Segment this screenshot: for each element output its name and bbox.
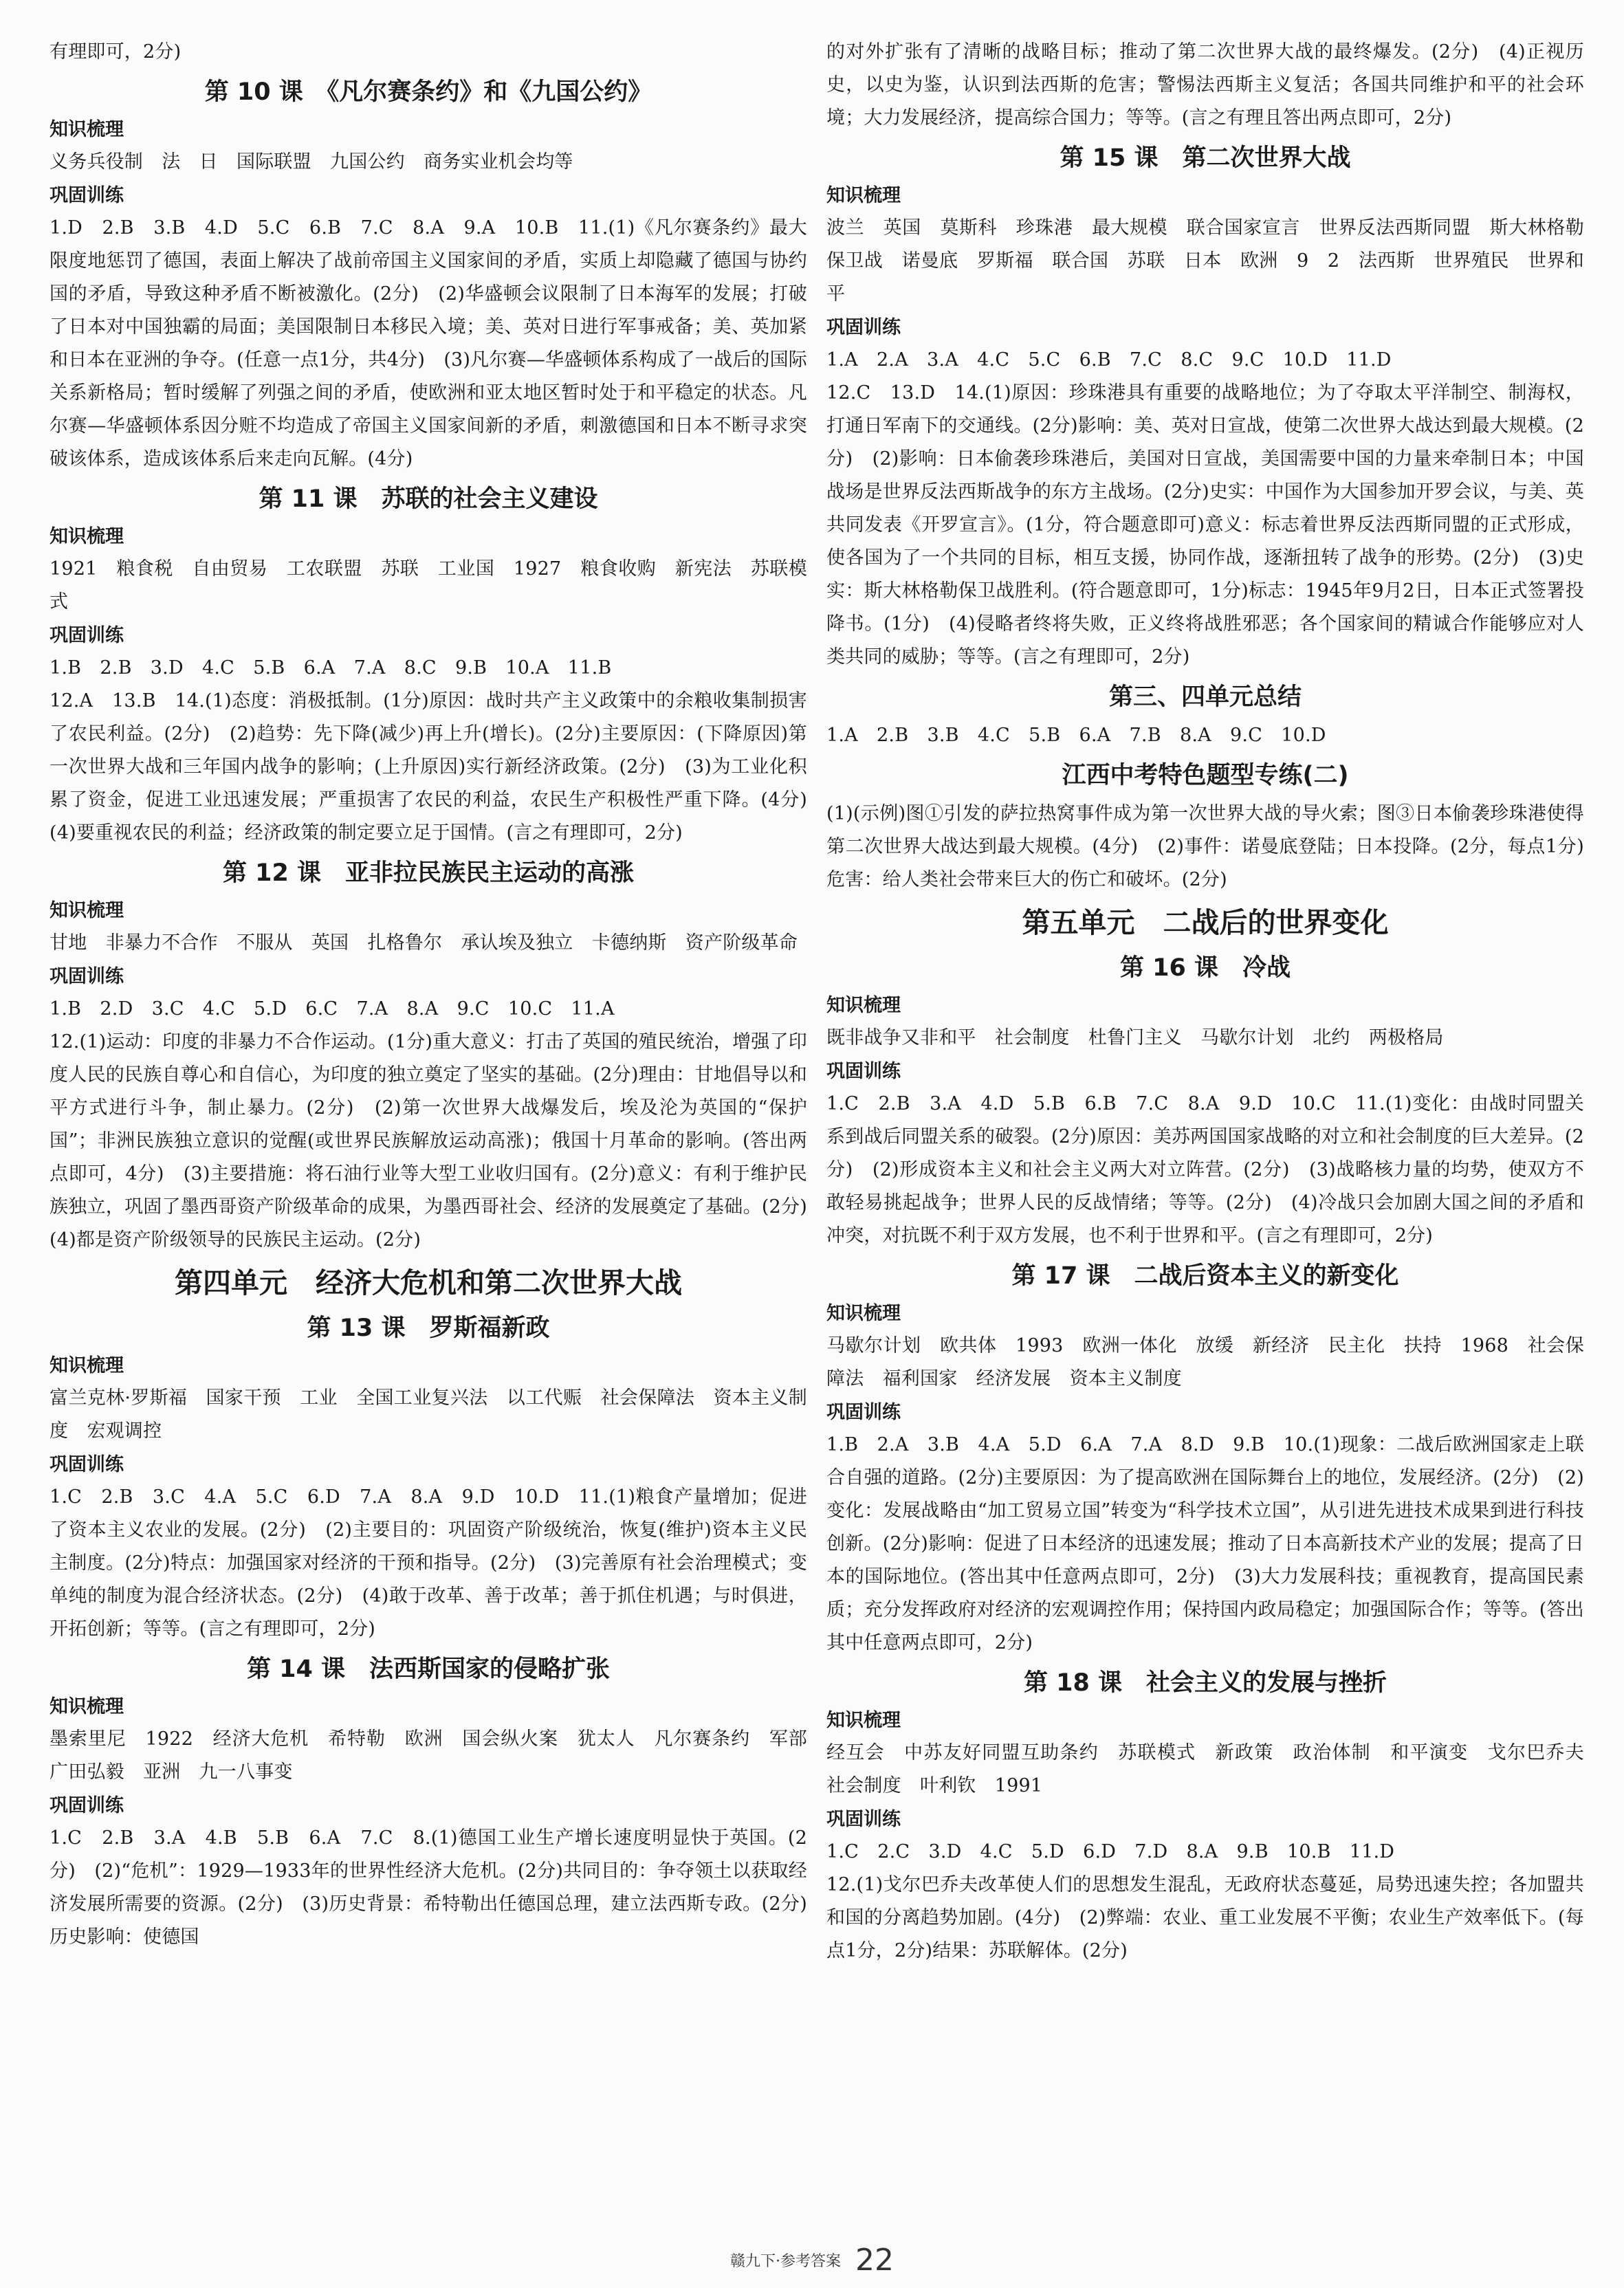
answer-paragraph: 1921 粮食税 自由贸易 工农联盟 苏联 工业国 1927 粮食收购 新宪法 苏联模式 xyxy=(50,558,807,613)
section-label: 知识梳理 xyxy=(50,526,124,547)
lesson-heading: 第 13 课 罗斯福新政 xyxy=(307,1314,550,1342)
section-label: 知识梳理 xyxy=(50,900,124,921)
unit-heading: 第四单元 经济大危机和第二次世界大战 xyxy=(175,1266,682,1299)
answer-paragraph: 1.A 2.B 3.B 4.C 5.B 6.A 7.B 8.A 9.C 10.D xyxy=(826,725,1326,746)
lesson-heading: 第 11 课 苏联的社会主义建设 xyxy=(259,485,598,513)
section-label: 巩固训练 xyxy=(50,625,124,646)
answer-paragraph: 甘地 非暴力不合作 不服从 英国 扎格鲁尔 承认埃及独立 卡德纳斯 资产阶级革命 xyxy=(50,932,798,954)
answer-paragraph: 1.C 2.C 3.D 4.C 5.D 6.D 7.D 8.A 9.B 10.B 11.D xyxy=(826,1841,1395,1862)
section-label: 知识梳理 xyxy=(826,1303,901,1324)
answer-paragraph: 1.D 2.B 3.B 4.D 5.C 6.B 7.C 8.A 9.A 10.B 11.(1)《凡尔赛条约》最大限度地惩罚了德国，表面上解决了战前帝国主义国家间的矛盾，实质上却隐藏了德国与协约国的矛盾，导致这种矛盾不断被激化。(2分) (2)华盛顿会议限制了日本海军的发展；打破了日本对中国独霸的局面；美国限制日本移民入境；美、英对日进行军事戒备；美、英加紧和日本在亚洲的争夺。(任意一点1分，共4分) (3)凡尔赛—华盛顿体系构成了一战后的国际关系新格局；暂时缓解了列强之间的矛盾，使欧洲和亚太地区暂时处于和平稳定的状态。凡尔赛—华盛顿体系因分赃不均造成了帝国主义国家间新的矛盾，刺激德国和日本不断寻求突破该体系，造成该体系后来走向瓦解。(4分) xyxy=(50,217,807,470)
footer-label: 赣九下·参考答案 xyxy=(730,2253,841,2270)
section-label: 巩固训练 xyxy=(826,317,901,338)
answer-paragraph: 既非战争又非和平 社会制度 杜鲁门主义 马歇尔计划 北约 两极格局 xyxy=(826,1027,1444,1048)
unit-heading: 第五单元 二战后的世界变化 xyxy=(1022,906,1389,939)
section-label: 知识梳理 xyxy=(50,1696,124,1717)
answer-paragraph: 12.(1)运动：印度的非暴力不合作运动。(1分)重大意义：打击了英国的殖民统治，增强了印度人民的民族自尊心和自信心，为印度的独立奠定了坚实的基础。(2分)理由：甘地倡导以和平方式进行斗争，制止暴力。(2分) (2)第一次世界大战爆发后，埃及沦为英国的“保护国”；非洲民族独立意识的觉醒(或世界民族解放运动高涨)；俄国十月革命的影响。(答出两点即可，4分) (3)主要措施：将石油行业等大型工业收归国有。(2分)意义：有利于维护民族独立，巩固了墨西哥资产阶级革命的成果，为墨西哥社会、经济的发展奠定了基础。(2分) (4)都是资产阶级领导的民族民主运动。(2分) xyxy=(50,1031,826,1251)
section-label: 巩固训练 xyxy=(826,1809,901,1830)
answer-paragraph: 经互会 中苏友好同盟互助条约 苏联模式 新政策 政治体制 和平演变 戈尔巴乔夫 社会制度 叶利钦 1991 xyxy=(826,1742,1603,1796)
section-label: 巩固训练 xyxy=(826,1402,901,1423)
answer-paragraph: 12.(1)戈尔巴乔夫改革使人们的思想发生混乱，无政府状态蔓延，局势迅速失控；各加盟共和国的分离趋势加剧。(4分) (2)弊端：农业、重工业发展不平衡；农业生产效率低下。(每点1分，2分)结果：苏联解体。(2分) xyxy=(826,1874,1584,1961)
answer-paragraph: 义务兵役制 法 日 国际联盟 九国公约 商务实业机会均等 xyxy=(50,151,573,173)
lesson-heading: 第 16 课 冷战 xyxy=(1119,954,1291,982)
section-label: 巩固训练 xyxy=(826,1061,901,1082)
lesson-heading: 第 17 课 二战后资本主义的新变化 xyxy=(1011,1262,1399,1290)
section-label: 巩固训练 xyxy=(50,1795,124,1816)
section-label: 巩固训练 xyxy=(50,966,124,987)
left-column xyxy=(50,36,826,1954)
answer-paragraph: 富兰克林·罗斯福 国家干预 工业 全国工业复兴法 以工代赈 社会保障法 资本主义制度 宏观调控 xyxy=(50,1387,807,1442)
section-label: 知识梳理 xyxy=(826,1710,901,1731)
answer-paragraph: 1.B 2.D 3.C 4.C 5.D 6.C 7.A 8.A 9.C 10.C 11.A xyxy=(50,998,615,1020)
answer-paragraph: 12.C 13.D 14.(1)原因：珍珠港具有重要的战略地位；为了夺取太平洋制空、制海权，打通日军南下的交通线。(2分)影响：美、英对日宣战，使第二次世界大战达到最大规模。(2分) (2)影响：日本偷袭珍珠港后，美国对日宣战，美国需要中国的力量来牵制日本；中国战场是世界反法西斯战争的东方主战场。(2分)史实：中国作为大国参加开罗会议，与美、英共同发表《开罗宣言》。(1分，符合题意即可)意义：标志着世界反法西斯同盟的正式形成，使各国为了一个共同的目标，相互支援，协同作战，逐渐扭转了战争的形势。(2分) (3)史实：斯大林格勒保卫战胜利。(符合题意即可，1分)标志：1945年9月2日，日本正式签署投降书。(1分) (4)侵略者终将失败，正义终将战胜邪恶；各个国家间的精诚合作能够应对人类共同的威胁；等等。(言之有理即可，2分) xyxy=(826,382,1584,668)
answer-paragraph: 有理即可，2分) xyxy=(50,41,182,63)
section-label: 知识梳理 xyxy=(50,1355,124,1376)
section-label: 知识梳理 xyxy=(50,119,124,140)
page-footer xyxy=(0,2243,1624,2278)
lesson-heading: 第 10 课 《凡尔赛条约》和《九国公约》 xyxy=(204,78,652,106)
answer-paragraph: 1.B 2.A 3.B 4.A 5.D 6.A 7.A 8.D 9.B 10.(1)现象：二战后欧洲国家走上联合自强的道路。(2分)主要原因：为了提高欧洲在国际舞台上的地位，发展经济。(2分) (2)变化：发展战略由“加工贸易立国”转变为“科学技术立国”，从引进先进技术成果到进行科技创新。(2分)影响：促进了日本经济的迅速发展；推动了日本高新技术产业的发展；提高了日本的国际地位。(答出其中任意两点即可，2分) (3)大力发展科技；重视教育，提高国民素质；充分发挥政府对经济的宏观调控作用；保持国内政局稳定；加强国际合作；等等。(答出其中任意两点即可，2分) xyxy=(826,1434,1584,1653)
answer-paragraph: 墨索里尼 1922 经济大危机 希特勒 欧洲 国会纵火案 犹太人 凡尔赛条约 军部 广田弘毅 亚洲 九一八事变 xyxy=(50,1728,826,1783)
right-column xyxy=(826,36,1603,1968)
section-label: 巩固训练 xyxy=(50,185,124,206)
lesson-heading: 江西中考特色题型专练(二) xyxy=(1062,762,1349,789)
answer-paragraph: 波兰 英国 莫斯科 珍珠港 最大规模 联合国家宣言 世界反法西斯同盟 斯大林格勒保卫战 诺曼底 罗斯福 联合国 苏联 日本 欧洲 9 2 法西斯 世界殖民 世界和平 xyxy=(826,217,1584,305)
answer-paragraph: 1.A 2.A 3.A 4.C 5.C 6.B 7.C 8.C 9.C 10.D 11.D xyxy=(826,349,1392,371)
answer-paragraph: 1.B 2.B 3.D 4.C 5.B 6.A 7.A 8.C 9.B 10.A 11.B xyxy=(50,657,612,679)
answer-paragraph: 1.C 2.B 3.A 4.B 5.B 6.A 7.C 8.(1)德国工业生产增长速度明显快于英国。(2分) (2)“危机”：1929—1933年的世界性经济大危机。(2分)共同目的：争夺领土以获取经济发展所需要的资源。(2分) (3)历史背景：希特勒出任德国总理，建立法西斯专政。(2分)历史影响：使德国 xyxy=(50,1827,807,1948)
answer-paragraph: 1.C 2.B 3.A 4.D 5.B 6.B 7.C 8.A 9.D 10.C 11.(1)变化：由战时同盟关系到战后同盟关系的破裂。(2分)原因：美苏两国国家战略的对立和社会制度的巨大差异。(2分) (2)形成资本主义和社会主义两大对立阵营。(2分) (3)战略核力量的均势，使双方不敢轻易挑起战争；世界人民的反战情绪；等等。(2分) (4)冷战只会加剧大国之间的矛盾和冲突，对抗既不利于双方发展，也不利于世界和平。(言之有理即可，2分) xyxy=(826,1093,1584,1246)
answer-paragraph: 12.A 13.B 14.(1)态度：消极抵制。(1分)原因：战时共产主义政策中的余粮收集制损害了农民利益。(2分) (2)趋势：先下降(减少)再上升(增长)。(2分)主要原因：(下降原因)第一次世界大战和三年国内战争的影响；(上升原因)实行新经济政策。(2分) (3)为工业化积累了资金，促进工业迅速发展；严重损害了农民的利益，农民生产积极性严重下降。(4分) (4)要重视农民的利益；经济政策的制定要立足于国情。(言之有理即可，2分) xyxy=(50,690,826,844)
lesson-heading: 第三、四单元总结 xyxy=(1108,683,1302,711)
section-label: 巩固训练 xyxy=(50,1454,124,1475)
section-label: 知识梳理 xyxy=(826,185,901,206)
answer-paragraph: 的对外扩张有了清晰的战略目标；推动了第二次世界大战的最终爆发。(2分) (4)正视历史，以史为鉴，认识到法西斯的危害；警惕法西斯主义复活；各国共同维护和平的社会环境；大力发展经济，提高综合国力；等等。(言之有理且答出两点即可，2分) xyxy=(826,41,1584,129)
lesson-heading: 第 15 课 第二次世界大战 xyxy=(1060,144,1351,172)
answer-paragraph: (1)(示例)图①引发的萨拉热窝事件成为第一次世界大战的导火索；图③日本偷袭珍珠港使得第二次世界大战达到最大规模。(4分) (2)事件：诺曼底登陆；日本投降。(2分，每点1分)危害：给人类社会带来巨大的伤亡和破坏。(2分) xyxy=(826,803,1584,890)
lesson-heading: 第 12 课 亚非拉民族民主运动的高涨 xyxy=(222,859,635,887)
lesson-heading: 第 14 课 法西斯国家的侵略扩张 xyxy=(246,1656,611,1683)
page-number: 22 xyxy=(855,2243,894,2278)
lesson-heading: 第 18 课 社会主义的发展与挫折 xyxy=(1023,1669,1387,1697)
answer-paragraph: 马歇尔计划 欧共体 1993 欧洲一体化 放缓 新经济 民主化 扶持 1968 社会保障法 福利国家 经济发展 资本主义制度 xyxy=(826,1335,1584,1389)
section-label: 知识梳理 xyxy=(826,995,901,1016)
answer-paragraph: 1.C 2.B 3.C 4.A 5.C 6.D 7.A 8.A 9.D 10.D 11.(1)粮食产量增加；促进了资本主义农业的发展。(2分) (2)主要目的：巩固资产阶级统治，恢复(维护)资本主义民主制度。(2分)特点：加强国家对经济的干预和指导。(2分) (3)完善原有社会治理模式；变单纯的制度为混合经济状态。(2分) (4)敢于改革、善于改革；善于抓住机遇；与时俱进，开拓创新；等等。(言之有理即可，2分) xyxy=(50,1486,807,1640)
